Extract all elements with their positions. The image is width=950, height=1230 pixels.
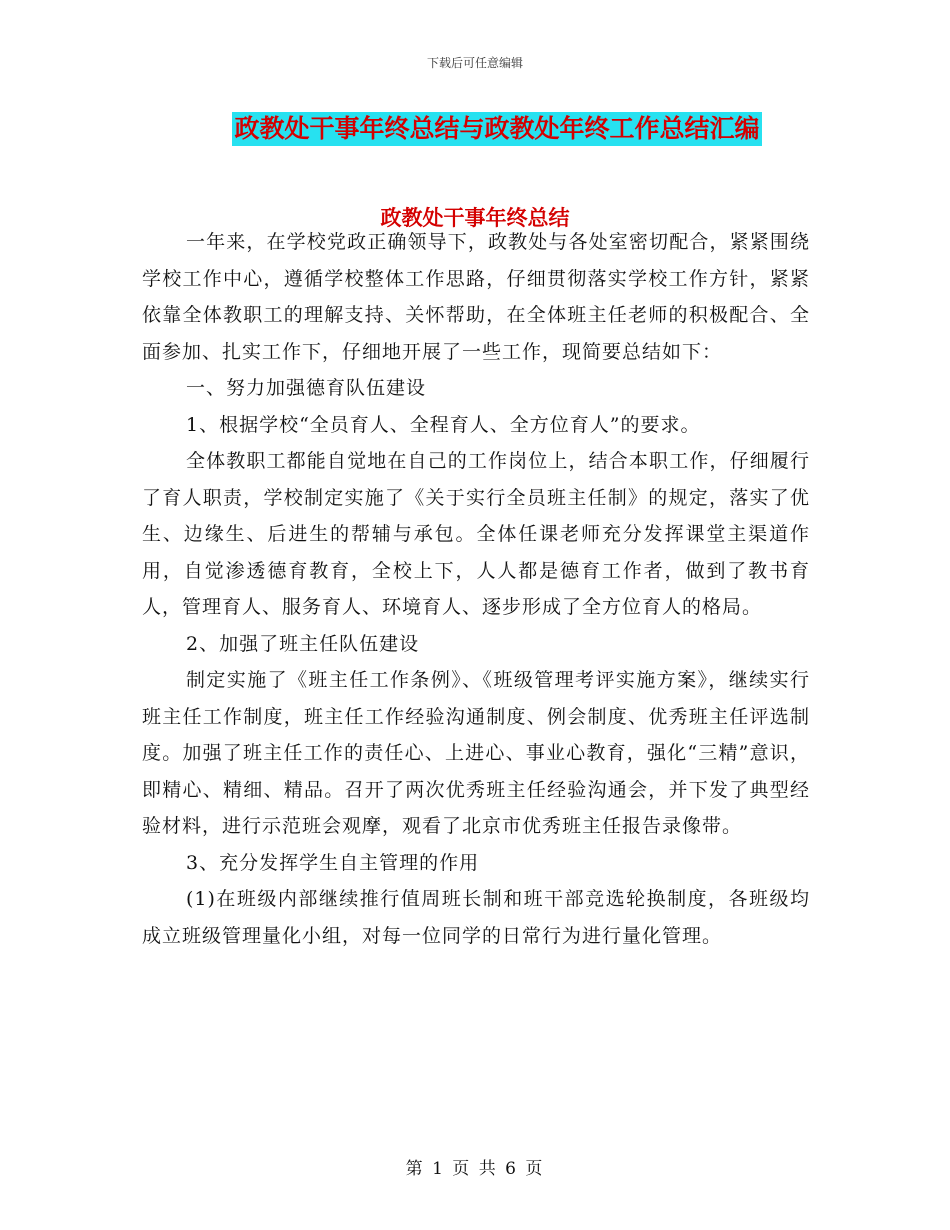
document-body	[142, 224, 810, 954]
main-title-container	[0, 112, 950, 146]
subsection-heading-1: 1、根据学校“全员育人、全程育人、全方位育人”的要求。	[186, 413, 701, 436]
subsection-heading-2: 2、加强了班主任队伍建设	[186, 632, 420, 655]
paragraph-intro: 一年来，在学校党政正确领导下，政教处与各处室密切配合，紧紧围绕学校工作中心，遵循学校整体工作思路，仔细贯彻落实学校工作方针，紧紧依靠全体教职工的理解支持、关怀帮助，在全体班主任老师的积极配合、全面参加、扎实工作下，仔细地开展了一些工作，现简要总结如下：	[142, 231, 810, 363]
paragraph-class-management: (1)在班级内部继续推行值周班长制和班干部竞选轮换制度，各班级均成立班级管理量化小组，对每一位同学的日常行为进行量化管理。	[142, 888, 810, 947]
sub-title: 政教处干事年终总结	[380, 206, 570, 230]
paragraph-all-staff: 全体教职工都能自觉地在自己的工作岗位上，结合本职工作，仔细履行了育人职责，学校制定实施了《关于实行全员班主任制》的规定，落实了优生、边缘生、后进生的帮辅与承包。全体任课老师充分发挥课堂主渠道作用，自觉渗透德育教育，全校上下，人人都是德育工作者，做到了教书育人，管理育人、服务育人、环境育人、逐步形成了全方位育人的格局。	[142, 450, 810, 618]
subsection-heading-3: 3、充分发挥学生自主管理的作用	[186, 851, 480, 874]
page-footer: 第 1 页 共 6 页	[405, 1159, 545, 1179]
section-heading-1: 一、努力加强德育队伍建设	[186, 377, 427, 399]
main-title: 政教处干事年终总结与政教处年终工作总结汇编	[232, 112, 761, 146]
paragraph-head-teachers: 制定实施了《班主任工作条例》、《班级管理考评实施方案》，继续实行班主任工作制度，班主任工作经验沟通制度、例会制度、优秀班主任评选制度。加强了班主任工作的责任心、上进心、事业心教育，强化“三精”意识，即精心、精细、精品。召开了两次优秀班主任经验沟通会，并下发了典型经验材料，进行示范班会观摩，观看了北京市优秀班主任报告录像带。	[142, 669, 810, 837]
header-note: 下载后可任意编辑	[426, 56, 523, 70]
